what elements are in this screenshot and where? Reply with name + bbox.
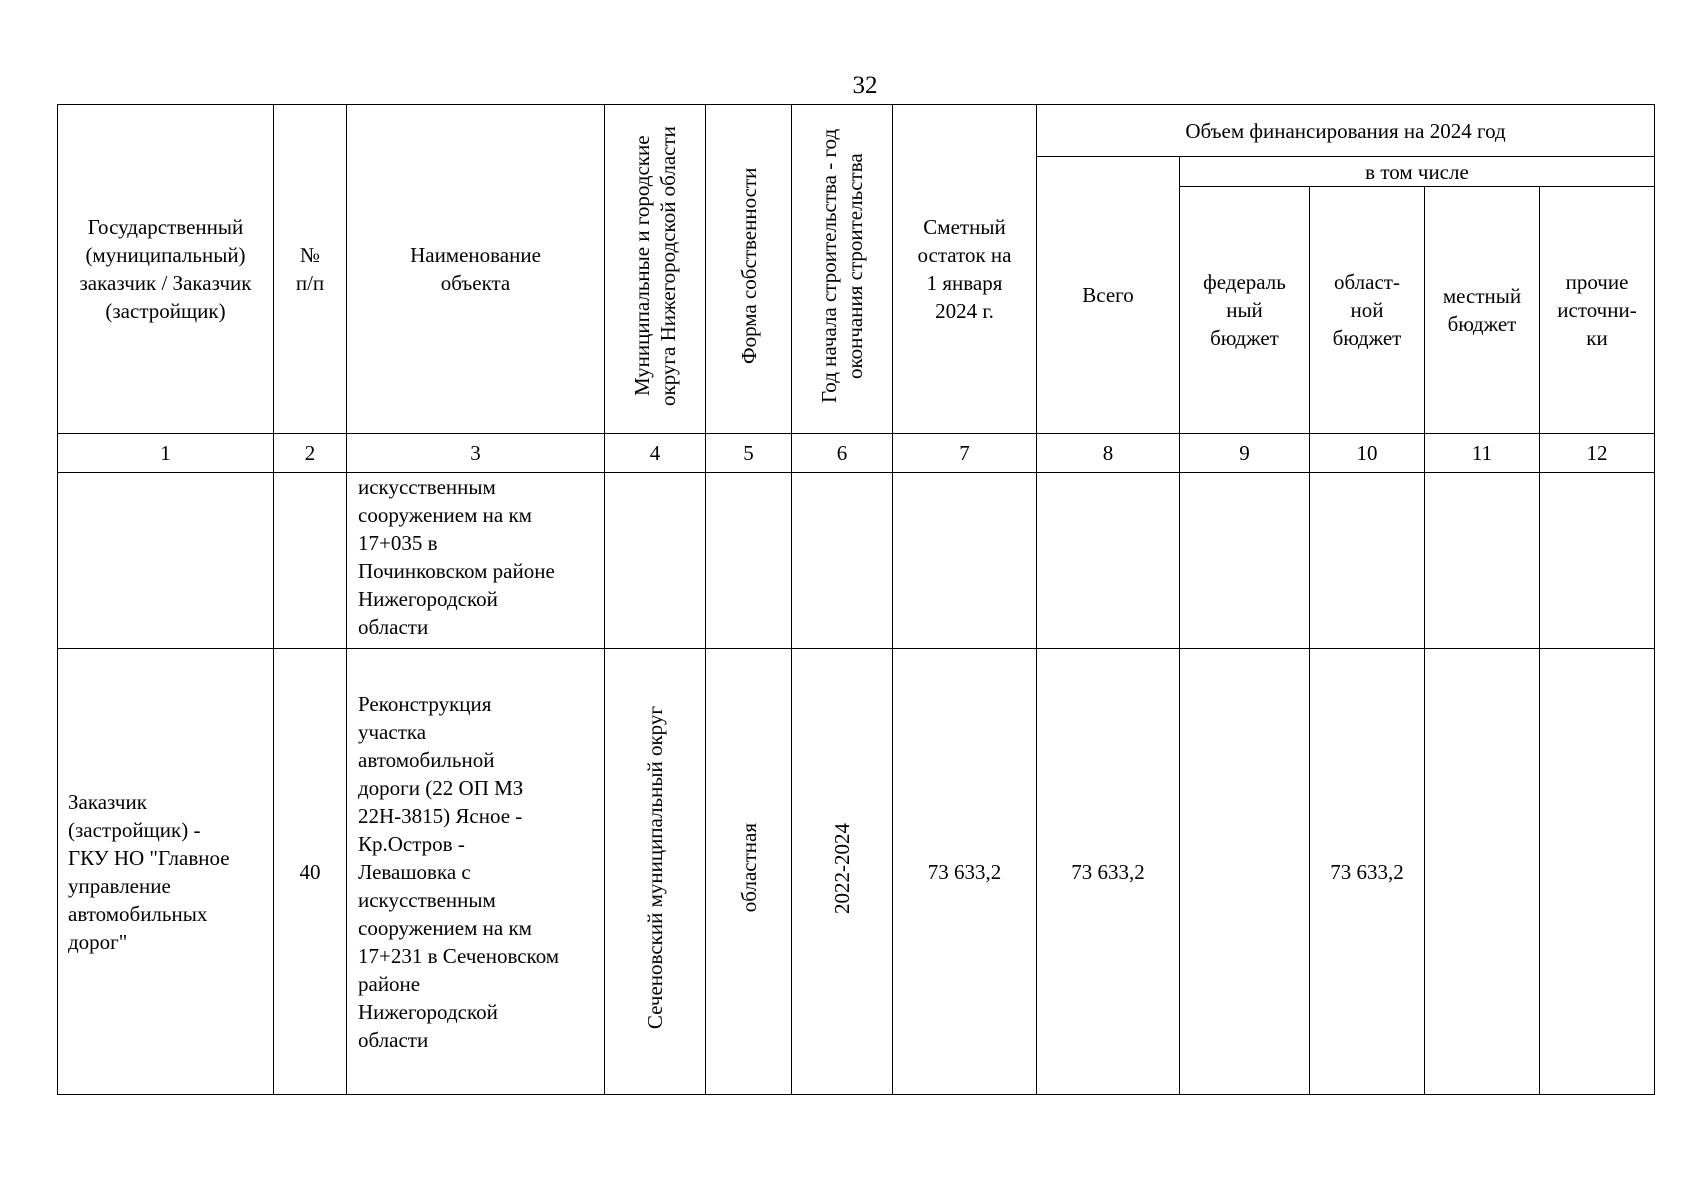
row-ownership <box>706 473 792 649</box>
column-number: 2 <box>274 434 347 473</box>
header-row-1 <box>58 105 1655 157</box>
header-number: № п/п <box>274 105 347 434</box>
header-local: местный бюджет <box>1425 187 1540 434</box>
column-number-row <box>58 434 1655 473</box>
column-number: 9 <box>1180 434 1310 473</box>
row-years <box>792 649 893 1095</box>
column-number: 4 <box>605 434 706 473</box>
row-years-text: 2022-2024 <box>830 822 854 914</box>
row-other <box>1540 649 1655 1095</box>
row-federal <box>1180 473 1310 649</box>
header-financing: Объем финансирования на 2024 год <box>1037 105 1655 157</box>
row-estimate <box>893 473 1037 649</box>
header-ownership <box>706 105 792 434</box>
header-municipality <box>605 105 706 434</box>
column-number: 11 <box>1425 434 1540 473</box>
column-number: 12 <box>1540 434 1655 473</box>
header-estimate: Сметный остаток на 1 января 2024 г. <box>893 105 1037 434</box>
row-estimate: 73 633,2 <box>893 649 1037 1095</box>
row-local <box>1425 473 1540 649</box>
column-number: 1 <box>58 434 274 473</box>
row-customer: Заказчик (застройщик) - ГКУ НО "Главное управление автомобильных дорог" <box>58 649 274 1095</box>
row-regional: 73 633,2 <box>1310 649 1425 1095</box>
header-including: в том числе <box>1180 157 1655 187</box>
column-number: 7 <box>893 434 1037 473</box>
row-other <box>1540 473 1655 649</box>
row-total: 73 633,2 <box>1037 649 1180 1095</box>
row-municipality-text: Сеченовский муниципальный округ <box>643 706 667 1030</box>
header-municipality-text: Муниципальные и городские округа Нижегородской области <box>630 125 680 406</box>
row-number <box>274 473 347 649</box>
header-other: прочие источни- ки <box>1540 187 1655 434</box>
row-total <box>1037 473 1180 649</box>
table-row <box>58 649 1655 1095</box>
financing-table <box>57 104 1655 1095</box>
table-row <box>58 473 1655 649</box>
row-local <box>1425 649 1540 1095</box>
column-number: 3 <box>347 434 605 473</box>
row-regional <box>1310 473 1425 649</box>
column-number: 8 <box>1037 434 1180 473</box>
header-object-name: Наименование объекта <box>347 105 605 434</box>
column-number: 5 <box>706 434 792 473</box>
header-ownership-text: Форма собственности <box>736 167 761 364</box>
row-municipality <box>605 473 706 649</box>
row-federal <box>1180 649 1310 1095</box>
row-municipality <box>605 649 706 1095</box>
row-customer <box>58 473 274 649</box>
header-total: Всего <box>1037 157 1180 434</box>
header-years <box>792 105 893 434</box>
header-federal: федераль ный бюджет <box>1180 187 1310 434</box>
row-number: 40 <box>274 649 347 1095</box>
row-object-name: Реконструкция участка автомобильной дороги (22 ОП МЗ 22Н-3815) Ясное - Кр.Остров - Левашовка с искусственным сооружением на км 17+231 в Сеченовском районе Нижегородской области <box>347 649 605 1095</box>
header-regional: област- ной бюджет <box>1310 187 1425 434</box>
row-years <box>792 473 893 649</box>
page-number: 32 <box>852 72 878 99</box>
row-object-name: искусственным сооружением на км 17+035 в Починковском районе Нижегородской области <box>347 473 605 649</box>
header-years-text: Год начала строительства - год окончания строительства <box>817 128 867 403</box>
column-number: 6 <box>792 434 893 473</box>
row-ownership-text: областная <box>736 823 761 913</box>
column-number: 10 <box>1310 434 1425 473</box>
header-customer: Государственный (муниципальный) заказчик / Заказчик (застройщик) <box>58 105 274 434</box>
row-ownership <box>706 649 792 1095</box>
